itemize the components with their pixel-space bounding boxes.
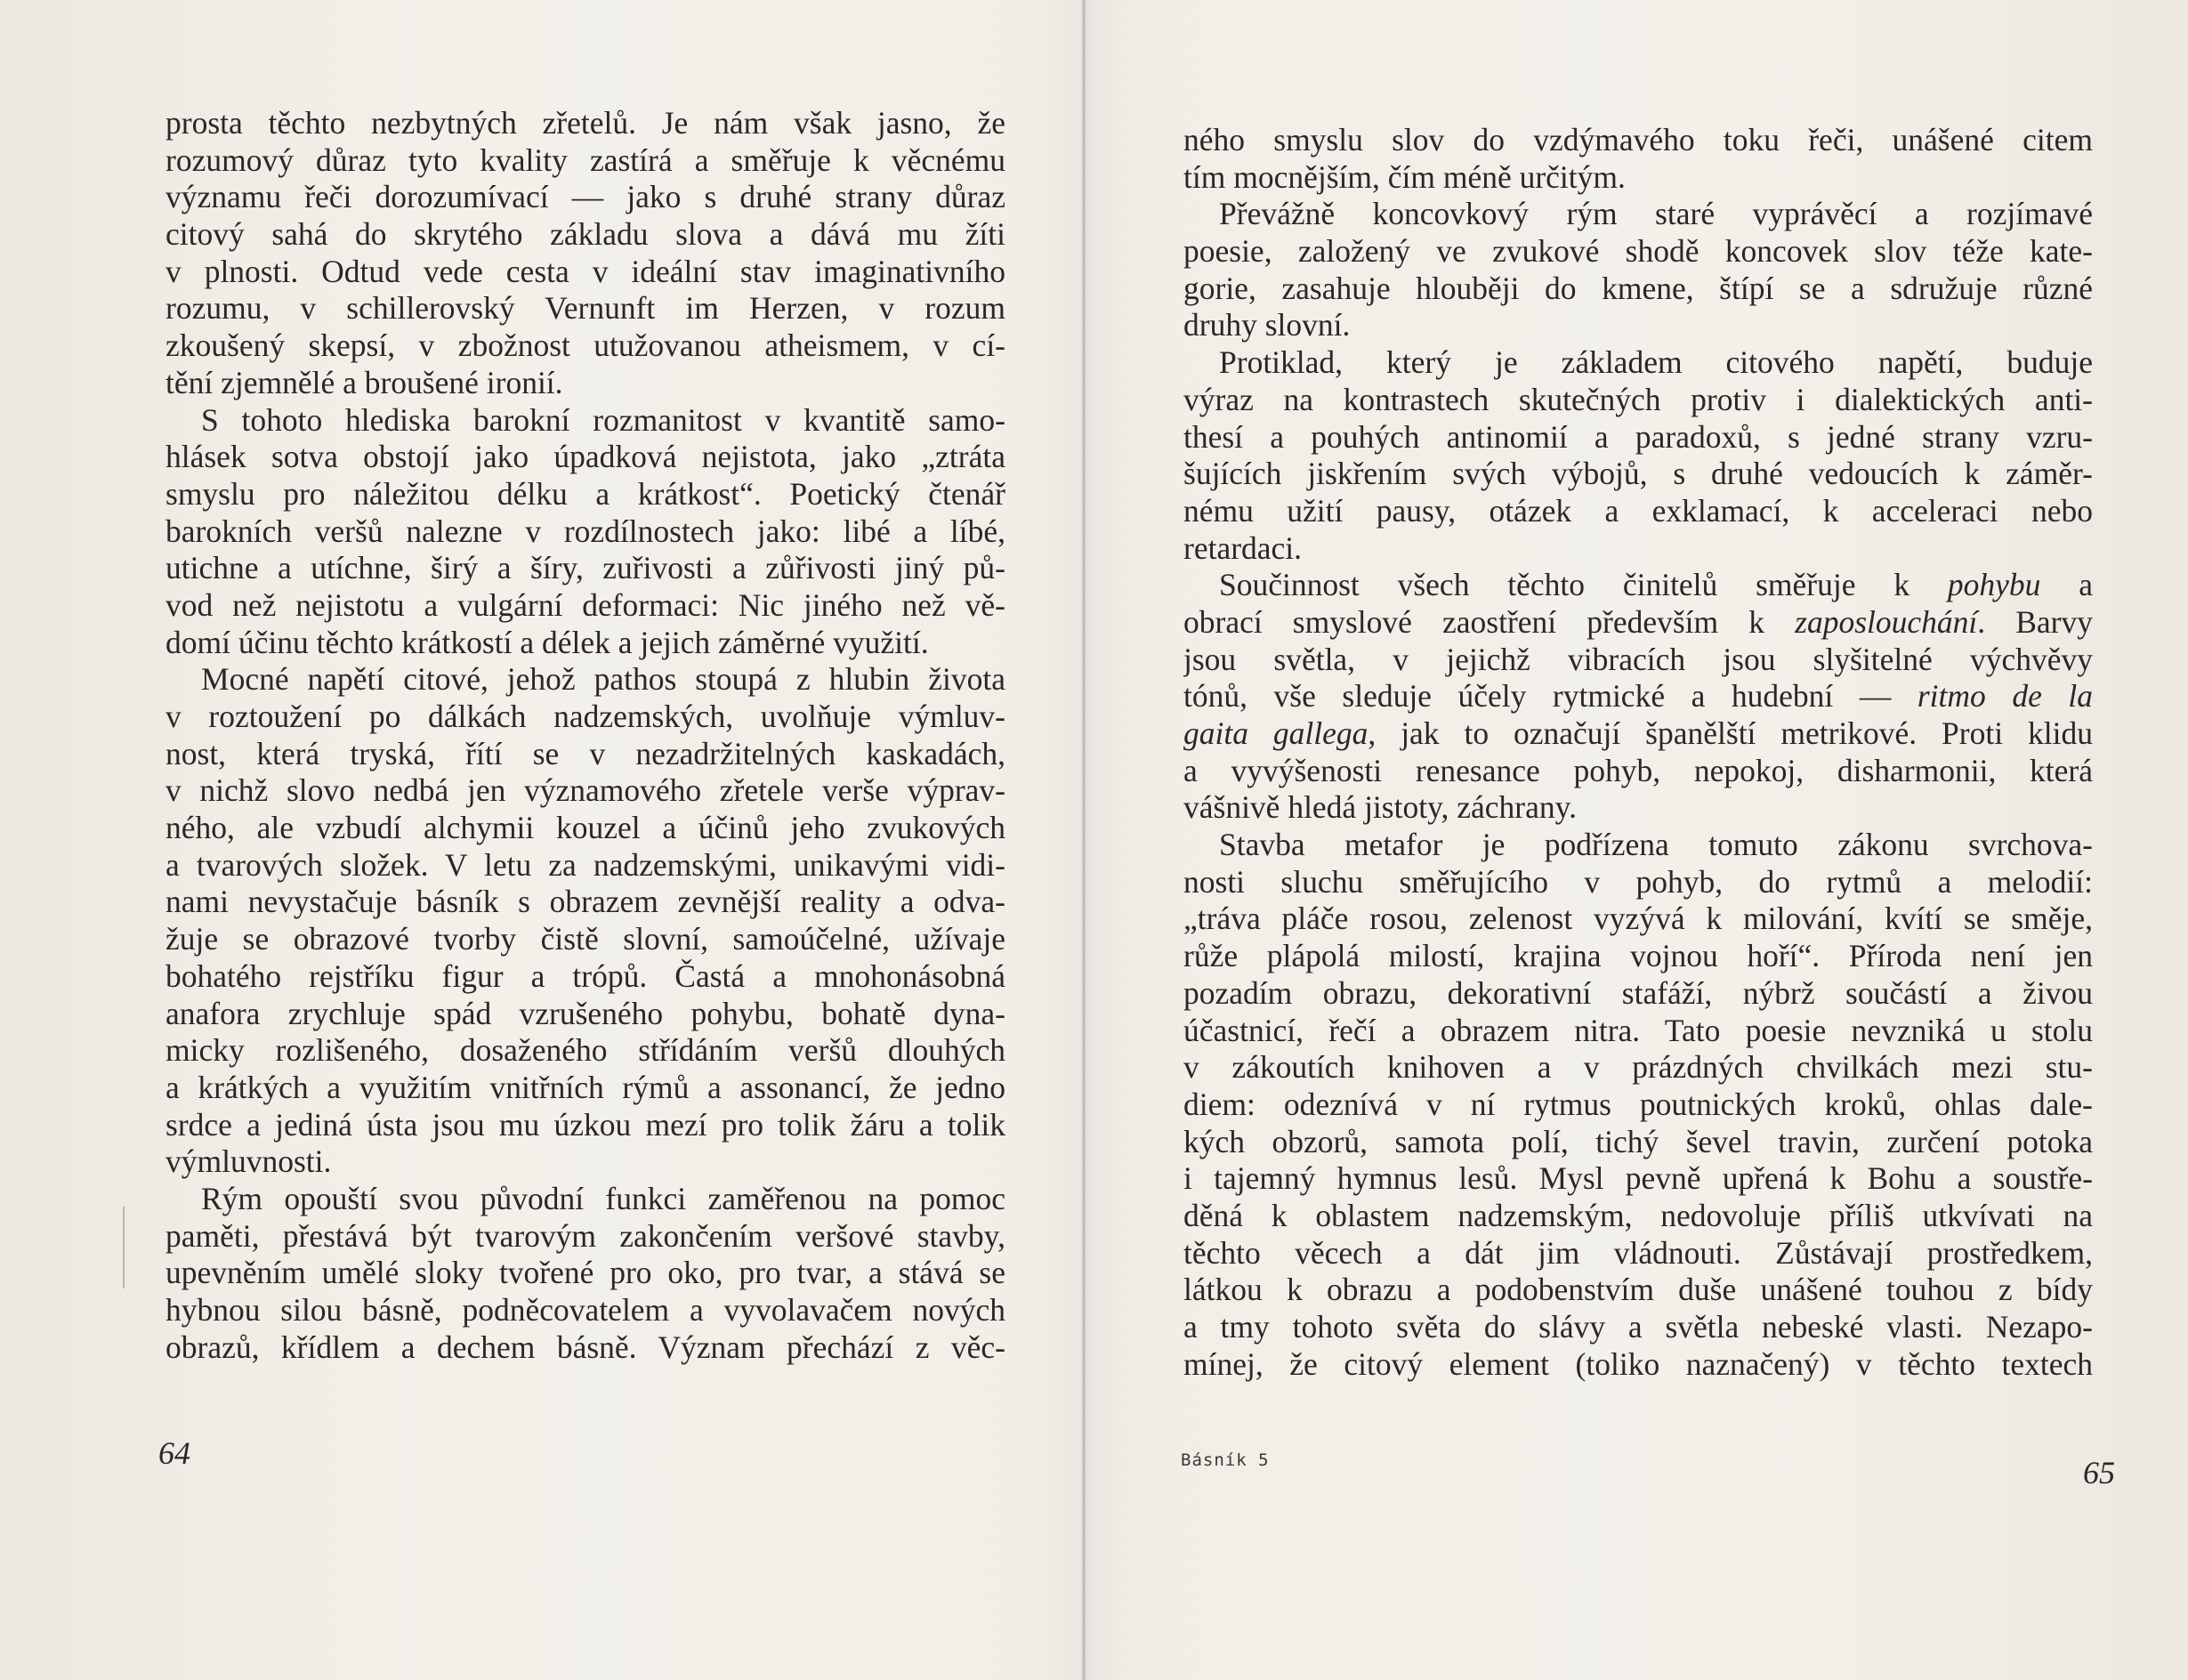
text-line: prosta těchto nezbytných zřetelů. Je nám však jasno, že [166, 105, 1005, 141]
text-line: v nichž slovo nedbá jen významového zřetele verše výprav- [166, 772, 1005, 809]
text-line: žuje se obrazové tvorby čistě slovní, samoúčelné, užívaje [166, 921, 1005, 957]
text-line: thesí a pouhých antinomií a paradoxů, s jedné strany vzru- [1183, 418, 2093, 455]
text-line: výmluvnosti. [166, 1143, 332, 1180]
text-line: a vyvýšenosti renesance pohyb, nepokoj, disharmonii, která [1183, 752, 2093, 788]
text-line: Mocné napětí citové, jehož pathos stoupá z hlubin života [201, 661, 1005, 698]
text-line: upevněním umělé sloky tvořené pro oko, pro tvar, a stává se [166, 1255, 1005, 1291]
text-line: druhy slovní. [1183, 307, 1351, 343]
text-line: diem: odeznívá v ní rytmus poutnických kroků, ohlas dale- [1183, 1086, 2093, 1122]
text-line: anafora zrychluje spád vzrušeného pohybu, bohatě dyna- [166, 995, 1005, 1031]
text-line: těchto věcech a dát jim vládnouti. Zůstávají prostředkem, [1183, 1234, 2093, 1271]
text-line: nost, která tryská, řítí se v nezadržitelných kaskadách, [166, 735, 1005, 771]
text-line: v zákoutích knihoven a v prázdných chvilkách mezi stu- [1183, 1049, 2093, 1086]
text-line: účastnicí, řečí a obrazem nitra. Tato poesie nevzniká u stolu [1183, 1012, 2093, 1048]
text-line: paměti, přestává být tvarovým zakončením veršové stavby, [166, 1217, 1005, 1254]
text-line: Protiklad, který je základem citového napětí, buduje [1219, 344, 2093, 381]
text-line: nosti sluchu směřujícího v pohyb, do rytmů a melodií: [1183, 863, 2093, 900]
text-line: šujících jiskřením svých výbojů, s druhé vedoucích k záměr- [1183, 456, 2093, 492]
text-line: nému užití pausy, otázek a exklamací, k acceleraci nebo [1183, 492, 2093, 529]
text-line: hybnou silou básně, podněcovatelem a vyvolavačem nových [166, 1292, 1005, 1328]
text-line: tím mocnějším, čím méně určitým. [1183, 158, 1626, 195]
text-line: Převážně koncovkový rým staré vyprávěcí a rozjímavé [1219, 196, 2093, 232]
text-line: poesie, založený ve zvukové shodě koncovek slov téže kate- [1183, 233, 2093, 270]
signature-mark: Básník 5 [1181, 1450, 1270, 1470]
text-line: obrazů, křídlem a dechem básně. Význam přechází z věc- [166, 1329, 1005, 1365]
text-line: domí účinu těchto krátkostí a délek a jejich záměrné využití. [166, 624, 929, 660]
right-page-text [1183, 122, 2093, 1383]
text-line: a krátkých a využitím vnitřních rýmů a assonancí, že jedno [166, 1069, 1005, 1105]
text-line: v plnosti. Odtud vede cesta v ideální stav imaginativního [166, 253, 1005, 289]
text-line: retardaci. [1183, 529, 1303, 566]
text-line: Součinnost všech těchto činitelů směřuje k pohybu a [1219, 567, 2093, 603]
text-line: zkoušený skepsí, v zbožnost utužovanou atheismem, v cí- [166, 327, 1005, 364]
text-line: a tvarových složek. V letu za nadzemskými, unikavými vidi- [166, 846, 1005, 883]
text-line: „tráva pláče rosou, zelenost vyzývá k milování, kvítí se směje, [1183, 901, 2093, 937]
text-line: micky rozlišeného, dosaženého střídáním veršů dlouhých [166, 1032, 1005, 1069]
text-line: látkou k obrazu a podobenstvím duše unášené touhou z bídy [1183, 1272, 2093, 1308]
text-line: S tohoto hlediska barokní rozmanitost v kvantitě samo- [201, 401, 1005, 438]
text-line: gorie, zasahuje hlouběji do kmene, štípí se a sdružuje různé [1183, 270, 2093, 306]
text-line: a tmy tohoto světa do slávy a světla nebeské vlasti. Nezapo- [1183, 1309, 2093, 1345]
text-line: tění zjemnělé a broušené ironií. [166, 364, 563, 400]
text-line: srdce a jediná ústa jsou mu úzkou mezí pro tolik žáru a tolik [166, 1106, 1005, 1143]
text-line: ného, ale vzbudí alchymii kouzel a účinů jeho zvukových [166, 810, 1005, 846]
left-page [0, 0, 1084, 1680]
text-line: barokních veršů nalezne v rozdílnostech jako: libé a líbé, [166, 513, 1005, 549]
text-line: obrací smyslové zaostření především k zaposlouchání. Barvy [1183, 603, 2093, 640]
text-line: Stavba metafor je podřízena tomuto zákonu svrchova- [1219, 827, 2093, 863]
text-line: rozumový důraz tyto kvality zastírá a směřuje k věcnému [166, 141, 1005, 178]
text-line: děná k oblastem nadzemským, nedovoluje příliš utkvívati na [1183, 1197, 2093, 1233]
text-line: bohatého rejstříku figur a trópů. Častá a mnohonásobná [166, 957, 1005, 994]
page-number-left: 64 [158, 1435, 190, 1471]
text-line: kých obzorů, samota polí, tichý ševel travin, zurčení potoka [1183, 1123, 2093, 1159]
text-line: citový sahá do skrytého základu slova a dává mu žíti [166, 216, 1005, 253]
text-line: jsou světla, v jejichž vibracích jsou slyšitelné výchvěvy [1183, 641, 2093, 677]
text-line: ného smyslu slov do vzdýmavého toku řeči, unášené citem [1183, 122, 2093, 158]
text-line: hlásek sotva obstojí jako úpadková nejistota, jako „ztráta [166, 439, 1005, 475]
text-line: utichne a utíchne, širý a šíry, zuřivosti a zůřivosti jiný pů- [166, 550, 1005, 586]
text-line: Rým opouští svou původní funkci zaměřenou na pomoc [201, 1180, 1005, 1216]
left-page-text [166, 105, 1005, 1366]
text-line: pozadím obrazu, dekorativní stafáží, nýbrž součástí a živou [1183, 974, 2093, 1011]
text-line: vod než nejistotu a vulgární deformaci: Nic jiného než vě- [166, 586, 1005, 623]
margin-mark [123, 1207, 125, 1288]
right-page [1086, 0, 2188, 1680]
text-line: mínej, že citový element (toliko naznačený) v těchto textech [1183, 1345, 2093, 1382]
text-line: vášnivě hledá jistoty, záchrany. [1183, 789, 1577, 826]
text-line: gaita gallega, jak to označují španělští metrikové. Proti klidu [1183, 715, 2093, 751]
text-line: rozumu, v schillerovský Vernunft im Herzen, v rozum [166, 290, 1005, 327]
text-line: smyslu pro náležitou délku a krátkost“. Poetický čtenář [166, 475, 1005, 512]
text-line: v roztoužení po dálkách nadzemských, uvolňuje výmluv- [166, 699, 1005, 734]
text-line: významu řeči dorozumívací — jako s druhé strany důraz [166, 179, 1005, 215]
text-line: výraz na kontrastech skutečných protiv i dialektických anti- [1183, 381, 2093, 417]
page-number-right: 65 [2083, 1455, 2115, 1490]
text-line: nami nevystačuje básník s obrazem zevnější reality a odva- [166, 884, 1005, 920]
text-line: růže plápolá milostí, krajina vojnou hoří“. Příroda není jen [1183, 938, 2093, 974]
text-line: tónů, vše sleduje účely rytmické a hudební — ritmo de la [1183, 678, 2093, 715]
text-line: i tajemný hymnus lesů. Mysl pevně upřená k Bohu a soustře- [1183, 1160, 2093, 1197]
